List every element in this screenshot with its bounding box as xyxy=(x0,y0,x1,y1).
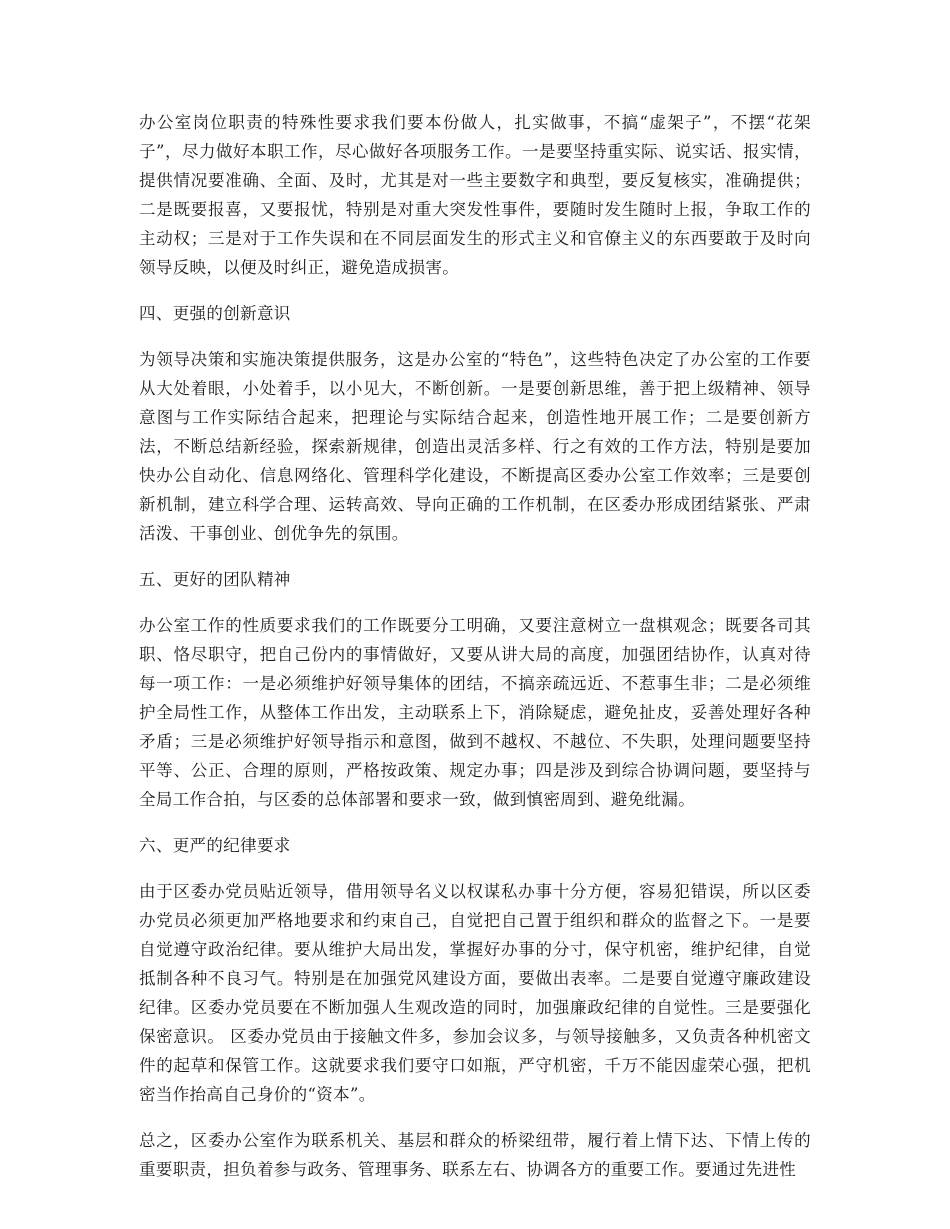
section-heading-discipline: 六、更严的纪律要求 xyxy=(139,836,291,855)
paragraph-innovation: 为领导决策和实施决策提供服务，这是办公室的“特色”，这些特色决定了办公室的工作要从大处着眼，小处着手，以小见大，不断创新。一是要创新思维，善于把上级精神、领导意图与工作实际结合起来，把理论与实际结合起来，创造性地开展工作；二是要创新方法，不断总结新经验，探索新规律，创造出灵活多样、行之有效的工作方法，特别是要加快办公自动化、信息网络化、管理科学化建设，不断提高区委办公室工作效率；三是要创新机制，建立科学合理、运转高效、导向正确的工作机制，在区委办形成团结紧张、严肃活泼、干事创业、创优争先的氛围。 xyxy=(139,350,811,543)
paragraph-teamwork: 办公室工作的性质要求我们的工作既要分工明确，又要注意树立一盘棋观念；既要各司其职、恪尽职守，把自己份内的事情做好，又要从讲大局的高度，加强团结协作，认真对待每一项工作：一是必须维护好领导集体的团结，不搞亲疏远近、不惹事生非；二是必须维护全局性工作，从整体工作出发，主动联系上下，消除疑虑，避免扯皮，妥善处理好各种矛盾；三是必须维护好领导指示和意图，做到不越权、不越位、不失职，处理问题要坚持平等、公正、合理的原则，严格按政策、规定办事；四是涉及到综合协调问题，要坚持与全局工作合拍，与区委的总体部署和要求一致，做到慎密周到、避免纰漏。 xyxy=(139,616,811,809)
section-heading-innovation: 四、更强的创新意识 xyxy=(139,304,291,323)
paragraph-conclusion: 总之，区委办公室作为联系机关、基层和群众的桥梁纽带，履行着上情下达、下情上传的重要职责，担负着参与政务、管理事务、联系左右、协调各方的重要工作。要通过先进性 xyxy=(139,1131,811,1179)
paragraph-duty-requirements: 办公室岗位职责的特殊性要求我们要本份做人，扎实做事，不搞“虚架子”，不摆“花架子”，尽力做好本职工作，尽心做好各项服务工作。一是要坚持重实际、说实话、报实情，提供情况要准确、全面、及时，尤其是对一些主要数字和典型，要反复核实，准确提供；二是既要报喜，又要报忧，特别是对重大突发性事件，要随时发生随时上报，争取工作的主动权；三是对于工作失误和在不同层面发生的形式主义和官僚主义的东西要敢于及时向领导反映，以便及时纠正，避免造成损害。 xyxy=(139,113,811,277)
section-heading-teamwork: 五、更好的团队精神 xyxy=(139,570,291,589)
document-page xyxy=(139,108,811,1201)
paragraph-discipline: 由于区委办党员贴近领导，借用领导名义以权谋私办事十分方便，容易犯错误，所以区委办党员必须更加严格地要求和约束自己，自觉把自己置于组织和群众的监督之下。一是要自觉遵守政治纪律。要从维护大局出发，掌握好办事的分寸，保守机密，维护纪律，自觉抵制各种不良习气。特别是在加强党风建设方面，要做出表率。二是要自觉遵守廉政建设纪律。区委办党员要在不断加强人生观改造的同时，加强廉政纪律的自觉性。三是要强化保密意识。 区委办党员由于接触文件多，参加会议多，与领导接触多，又负责各种机密文件的起草和保管工作。这就要求我们要守口如瓶，严守机密，千万不能因虚荣心强，把机密当作抬高自己身价的“资本”。 xyxy=(139,882,811,1104)
